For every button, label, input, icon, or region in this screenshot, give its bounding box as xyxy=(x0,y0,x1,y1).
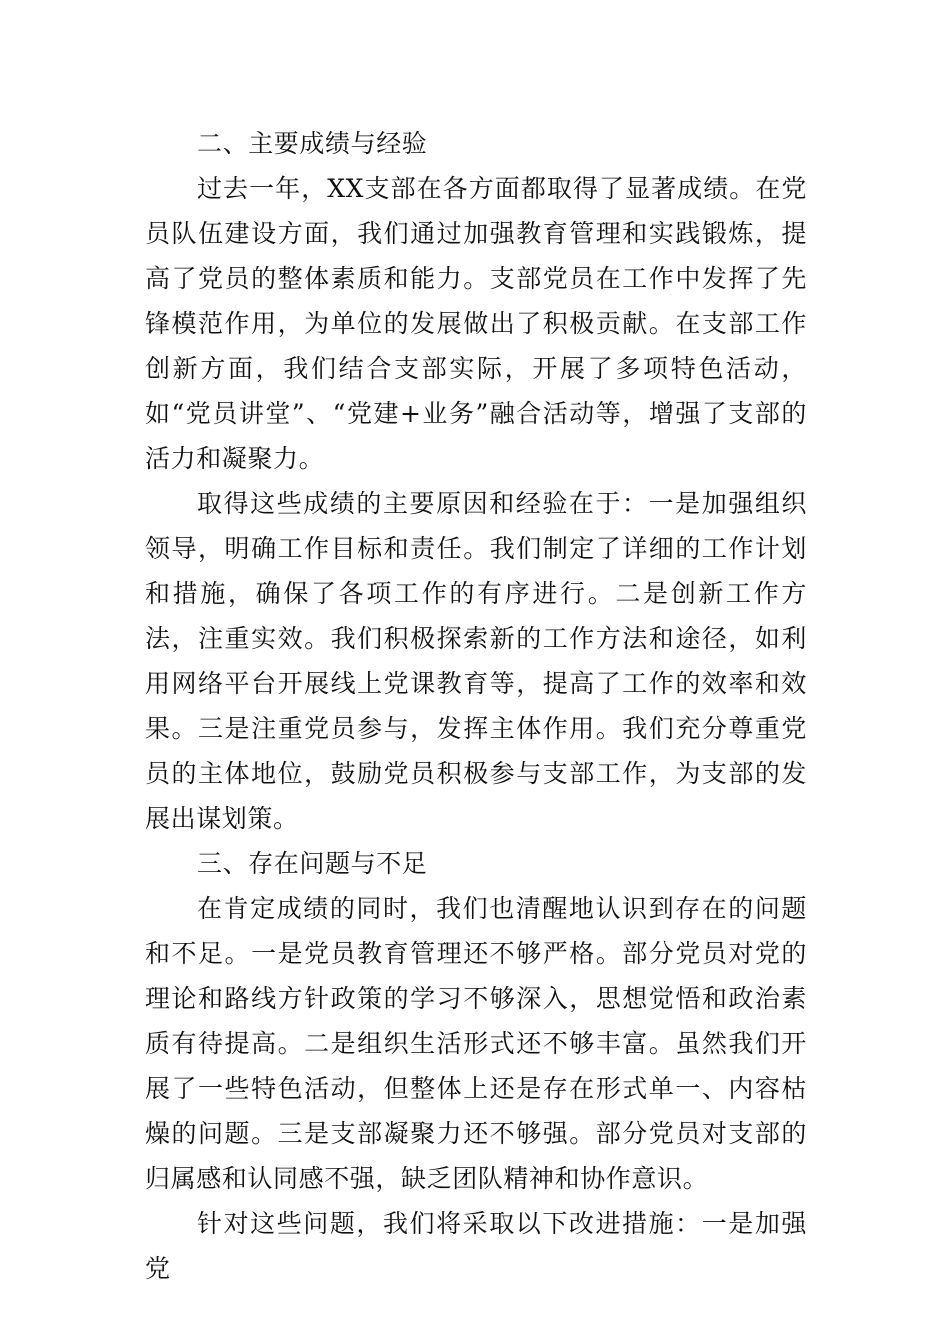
paragraph-achievements-reasons: 取得这些成绩的主要原因和经验在于：一是加强组织领导，明确工作目标和责任。我们制定了详细的工作计划和措施，确保了各项工作的有序进行。二是创新工作方法，注重实效。我们积极探索新的工作方法和途径，如利用网络平台开展线上党课教育等，提高了工作的效率和效果。三是注重党员参与，发挥主体作用。我们充分尊重党员的主体地位，鼓励党员积极参与支部工作，为支部的发展出谋划策。 xyxy=(145,489,807,833)
section-heading-achievements: 二、主要成绩与经验 xyxy=(197,129,428,158)
paragraph-problems-overview: 在肯定成绩的同时，我们也清醒地认识到存在的问题和不足。一是党员教育管理还不够严格。部分党员对党的理论和路线方针政策的学习不够深入，思想觉悟和政治素质有待提高。二是组织生活形式还不够丰富。虽然我们开展了一些特色活动，但整体上还是存在形式单一、内容枯燥的问题。三是支部凝聚力还不够强。部分党员对支部的归属感和认同感不强，缺乏团队精神和协作意识。 xyxy=(145,894,807,1193)
section-heading-problems: 三、存在问题与不足 xyxy=(197,849,428,878)
paragraph-improvement-measures: 针对这些问题，我们将采取以下改进措施：一是加强党 xyxy=(145,1209,807,1283)
paragraph-achievements-overview: 过去一年，XX支部在各方面都取得了显著成绩。在党员队伍建设方面，我们通过加强教育管理和实践锻炼，提高了党员的整体素质和能力。支部党员在工作中发挥了先锋模范作用，为单位的发展做出了积极贡献。在支部工作创新方面，我们结合支部实际，开展了多项特色活动，如“党员讲堂”、“党建+业务”融合活动等，增强了支部的活力和凝聚力。 xyxy=(145,174,807,473)
document-body xyxy=(145,121,807,1291)
